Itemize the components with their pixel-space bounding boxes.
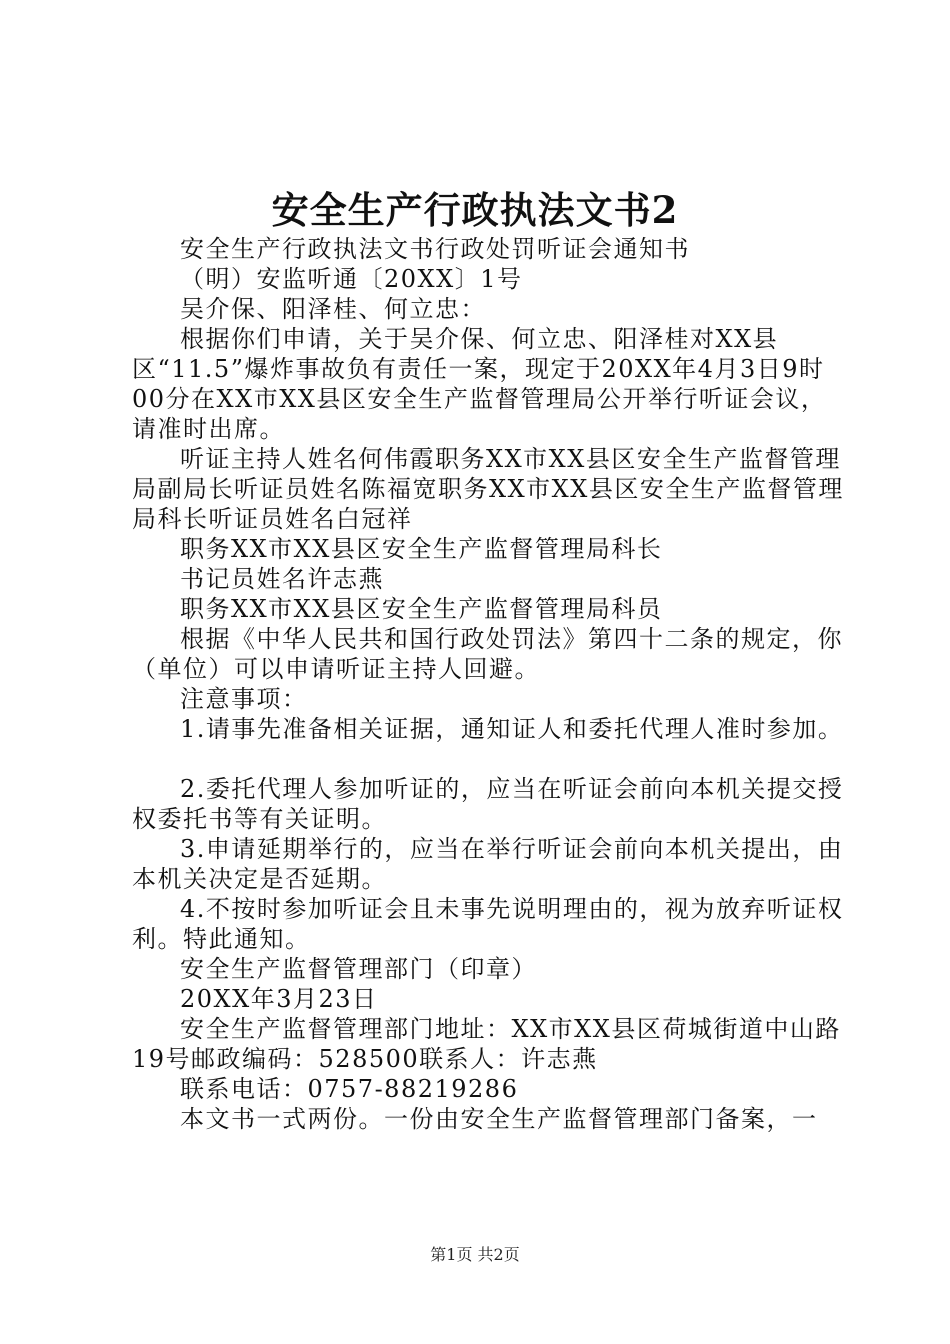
document-number: （明）安监听通〔20XX〕1号 — [180, 265, 523, 293]
recusal-paragraph: 根据《中华人民共和国行政处罚法》第四十二条的规定，你（单位）可以申请听证主持人回避。 — [132, 625, 843, 683]
note-item-1: 1.请事先准备相关证据，通知证人和委托代理人准时参加。 — [180, 715, 844, 743]
personnel-position-line: 职务XX市XX县区安全生产监督管理局科长 — [180, 535, 663, 563]
document-title: 安全生产行政执法文书2 — [271, 188, 679, 232]
department-address: 安全生产监督管理部门地址：XX市XX县区荷城街道中山路19号邮政编码：528500联系人：许志燕 — [132, 1015, 841, 1073]
recipients: 吴介保、阳泽桂、何立忠： — [180, 295, 486, 323]
contact-phone: 联系电话：0757-88219286 — [180, 1075, 519, 1103]
notice-heading: 安全生产行政执法文书行政处罚听证会通知书 — [180, 235, 690, 263]
note-item-4: 4.不按时参加听证会且未事先说明理由的，视为放弃听证权利。特此通知。 — [132, 895, 844, 953]
note-item-3: 3.申请延期举行的，应当在举行听证会前向本机关提出，由本机关决定是否延期。 — [132, 835, 844, 893]
notes-heading: 注意事项： — [180, 685, 308, 713]
issuing-department: 安全生产监督管理部门（印章） — [180, 955, 537, 983]
clerk-name-line: 书记员姓名许志燕 — [180, 565, 384, 593]
hearing-personnel-paragraph: 听证主持人姓名何伟霞职务XX市XX县区安全生产监督管理局副局长听证员姓名陈福宽职务XX市XX县区安全生产监督管理局科长听证员姓名白冠祥 — [132, 445, 844, 533]
issue-date: 20XX年3月23日 — [180, 985, 378, 1013]
clerk-position-line: 职务XX市XX县区安全生产监督管理局科员 — [180, 595, 663, 623]
document-body — [132, 234, 848, 1134]
page-number-footer: 第1页 共2页 — [430, 1245, 520, 1264]
copies-note: 本文书一式两份。一份由安全生产监督管理部门备案，一 — [180, 1105, 818, 1133]
note-item-2: 2.委托代理人参加听证的，应当在听证会前向本机关提交授权委托书等有关证明。 — [132, 775, 844, 833]
hearing-notice-paragraph: 根据你们申请，关于吴介保、何立忠、阳泽桂对XX县区“11.5”爆炸事故负有责任一案，现定于20XX年4月3日9时00分在XX市XX县区安全生产监督管理局公开举行听证会议，请准时出席。 — [132, 325, 827, 443]
